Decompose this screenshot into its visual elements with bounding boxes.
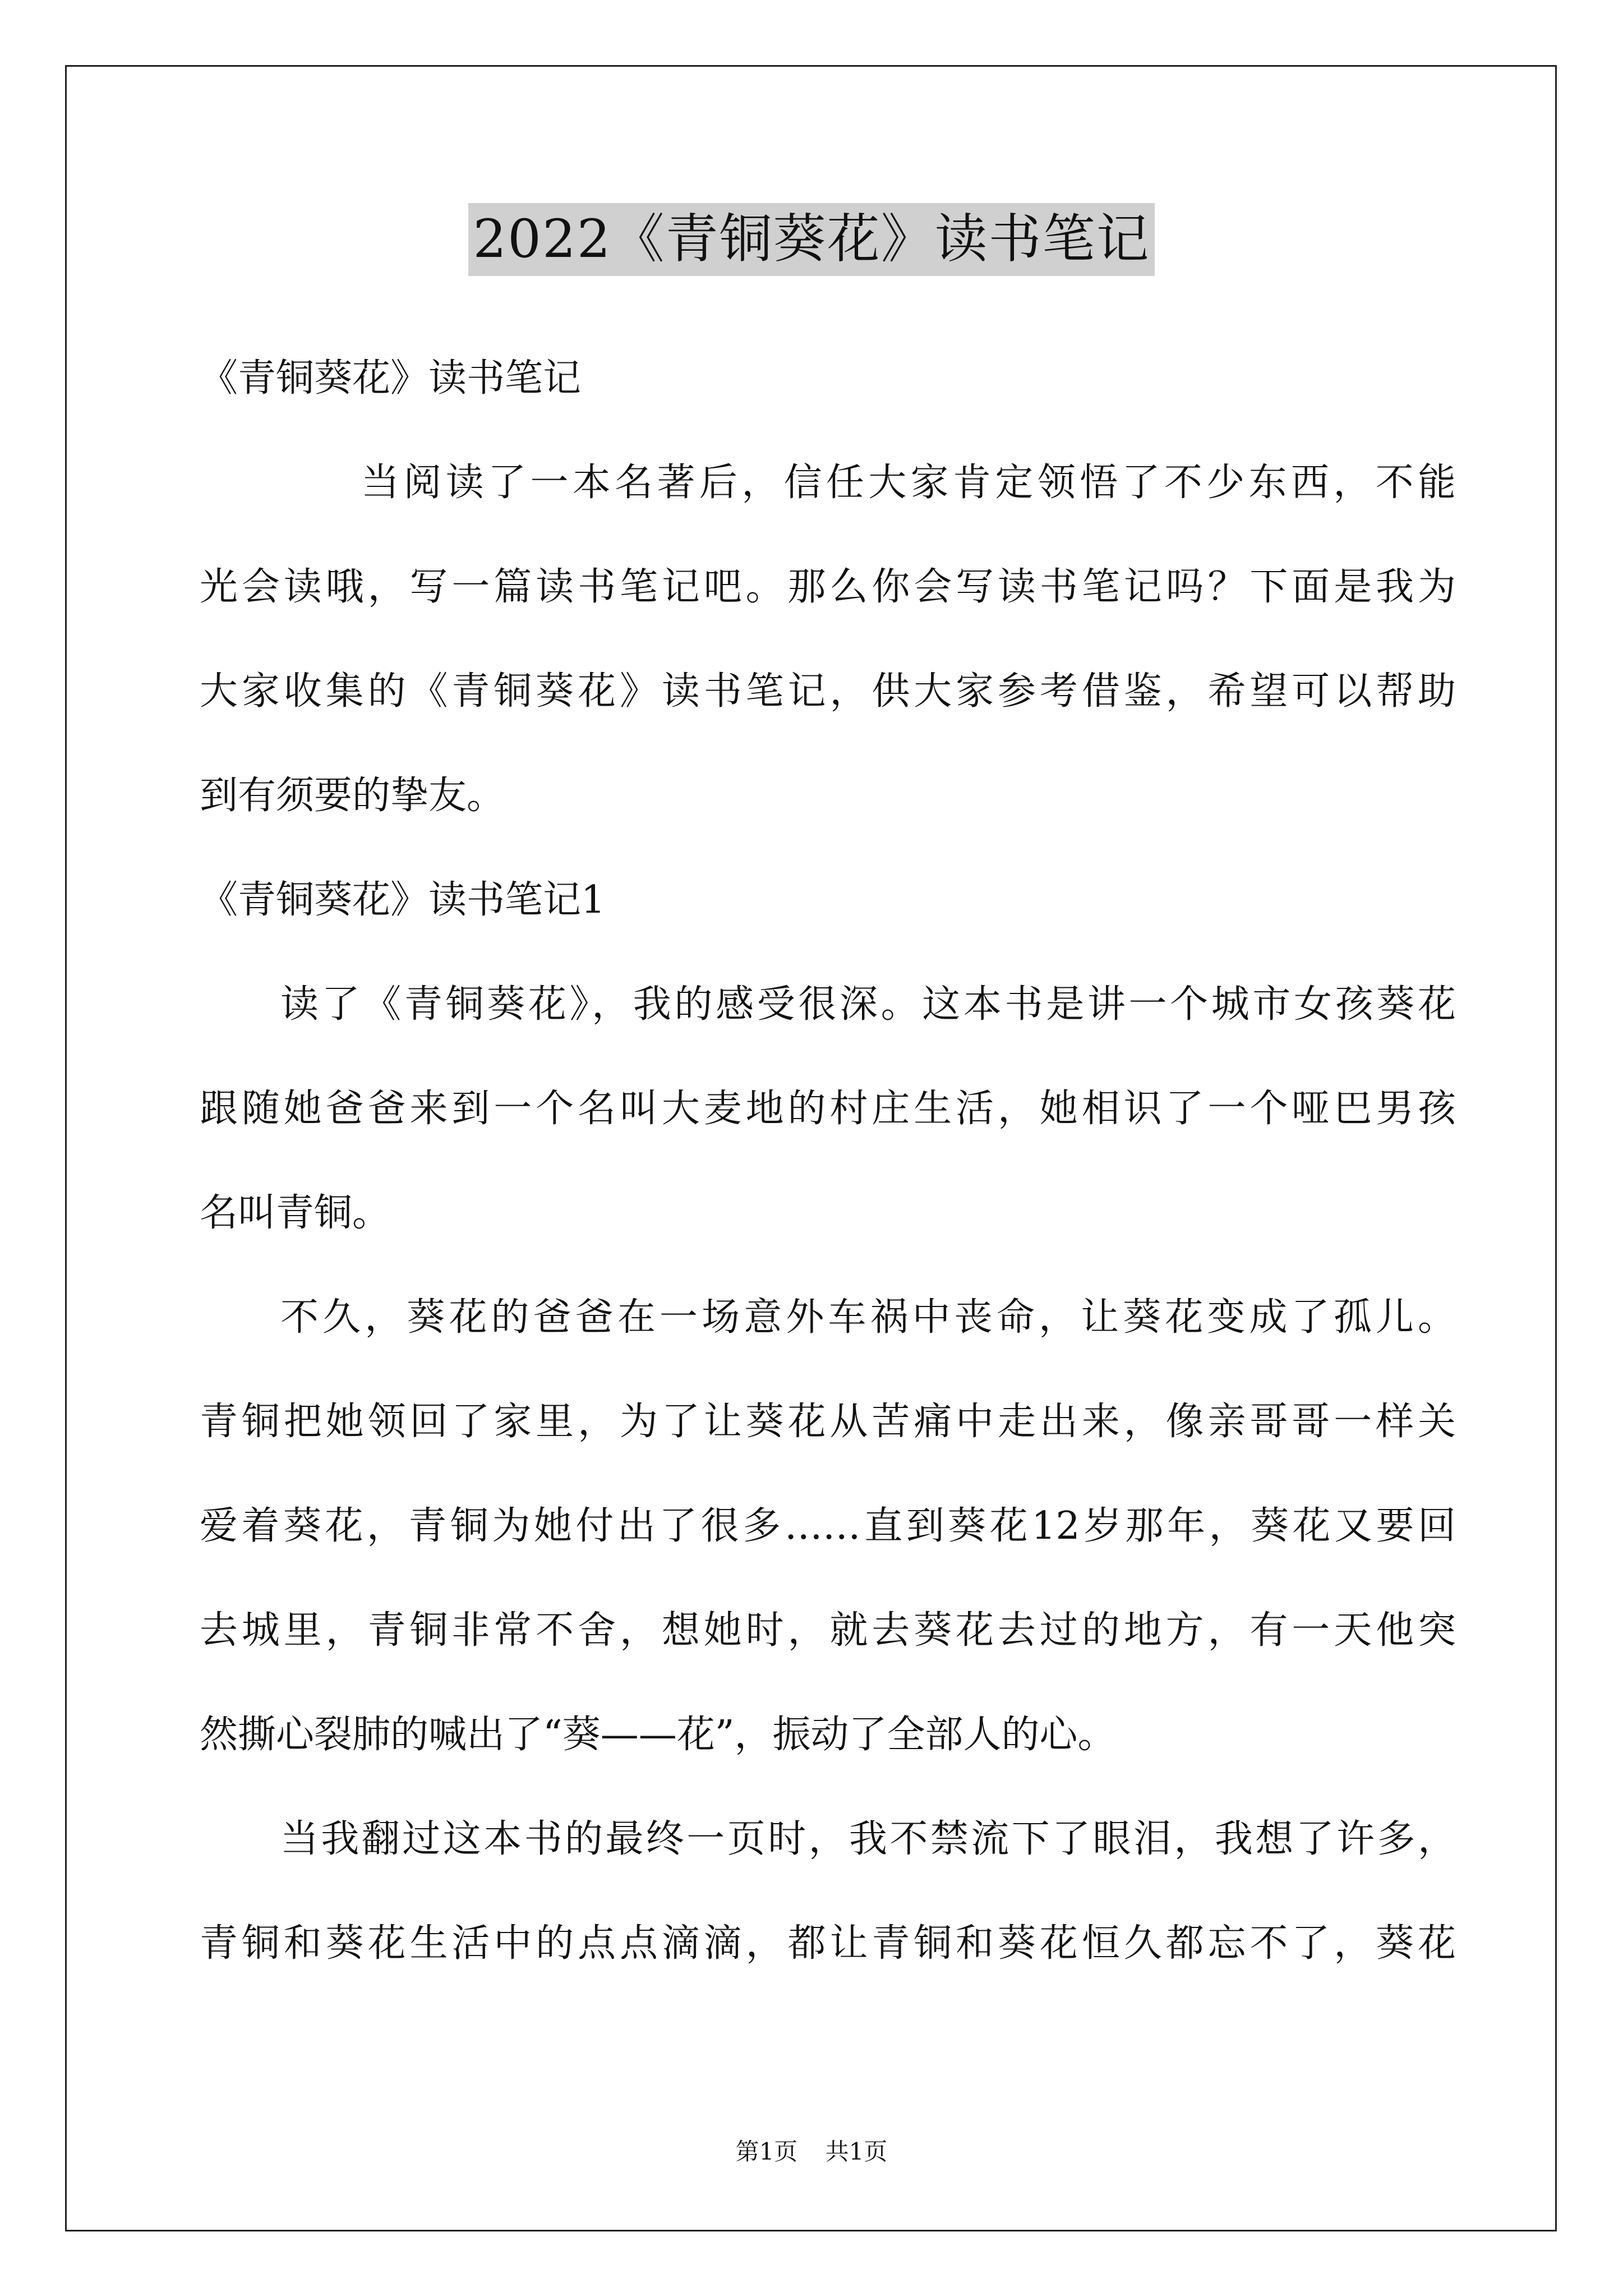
- text-line: 名叫青铜。: [200, 1191, 391, 1235]
- text-line: 青铜和葵花生活中的点点滴滴，都让青铜和葵花恒久都忘不了，葵花: [200, 1921, 1456, 1966]
- text-line: 当阅读了一本名著后，信任大家肯定领悟了不少东西，不能: [361, 461, 1456, 505]
- text-line: 去城里，青铜非常不舍，想她时，就去葵花去过的地方，有一天他突: [200, 1608, 1456, 1653]
- page-footer: [0, 2136, 1623, 2168]
- document-title-text: 2022《青铜葵花》读书笔记: [468, 203, 1154, 276]
- page-number-total: 共1页: [825, 2138, 888, 2165]
- text-line: 光会读哦，写一篇读书笔记吧。那么你会写读书笔记吗？下面是我为: [200, 565, 1456, 609]
- text-line: 跟随她爸爸来到一个名叫大麦地的村庄生活，她相识了一个哑巴男孩: [200, 1087, 1456, 1131]
- text-line: 大家收集的《青铜葵花》读书笔记，供大家参考借鉴，希望可以帮助: [200, 669, 1456, 714]
- text-line: 到有须要的挚友。: [200, 774, 505, 818]
- text-line: 读了《青铜葵花》，我的感受很深。这本书是讲一个城市女孩葵花: [280, 982, 1456, 1027]
- page-number-current: 第1页: [735, 2138, 798, 2165]
- text-line: 不久，葵花的爸爸在一场意外车祸中丧命，让葵花变成了孤儿。: [280, 1295, 1456, 1340]
- text-line: 《青铜葵花》读书笔记1: [200, 878, 606, 922]
- text-line: 爱着葵花，青铜为她付出了很多……直到葵花12岁那年，葵花又要回: [200, 1504, 1456, 1548]
- text-line: 《青铜葵花》读书笔记: [200, 356, 582, 401]
- text-line: 青铜把她领回了家里，为了让葵花从苦痛中走出来，像亲哥哥一样关: [200, 1400, 1456, 1444]
- text-line: 当我翻过这本书的最终一页时，我不禁流下了眼泪，我想了许多，: [280, 1817, 1456, 1861]
- document-title: [0, 203, 1623, 276]
- text-line: 然撕心裂肺的喊出了“葵——花”，振动了全部人的心。: [200, 1713, 1116, 1757]
- document-body: [200, 342, 1456, 2012]
